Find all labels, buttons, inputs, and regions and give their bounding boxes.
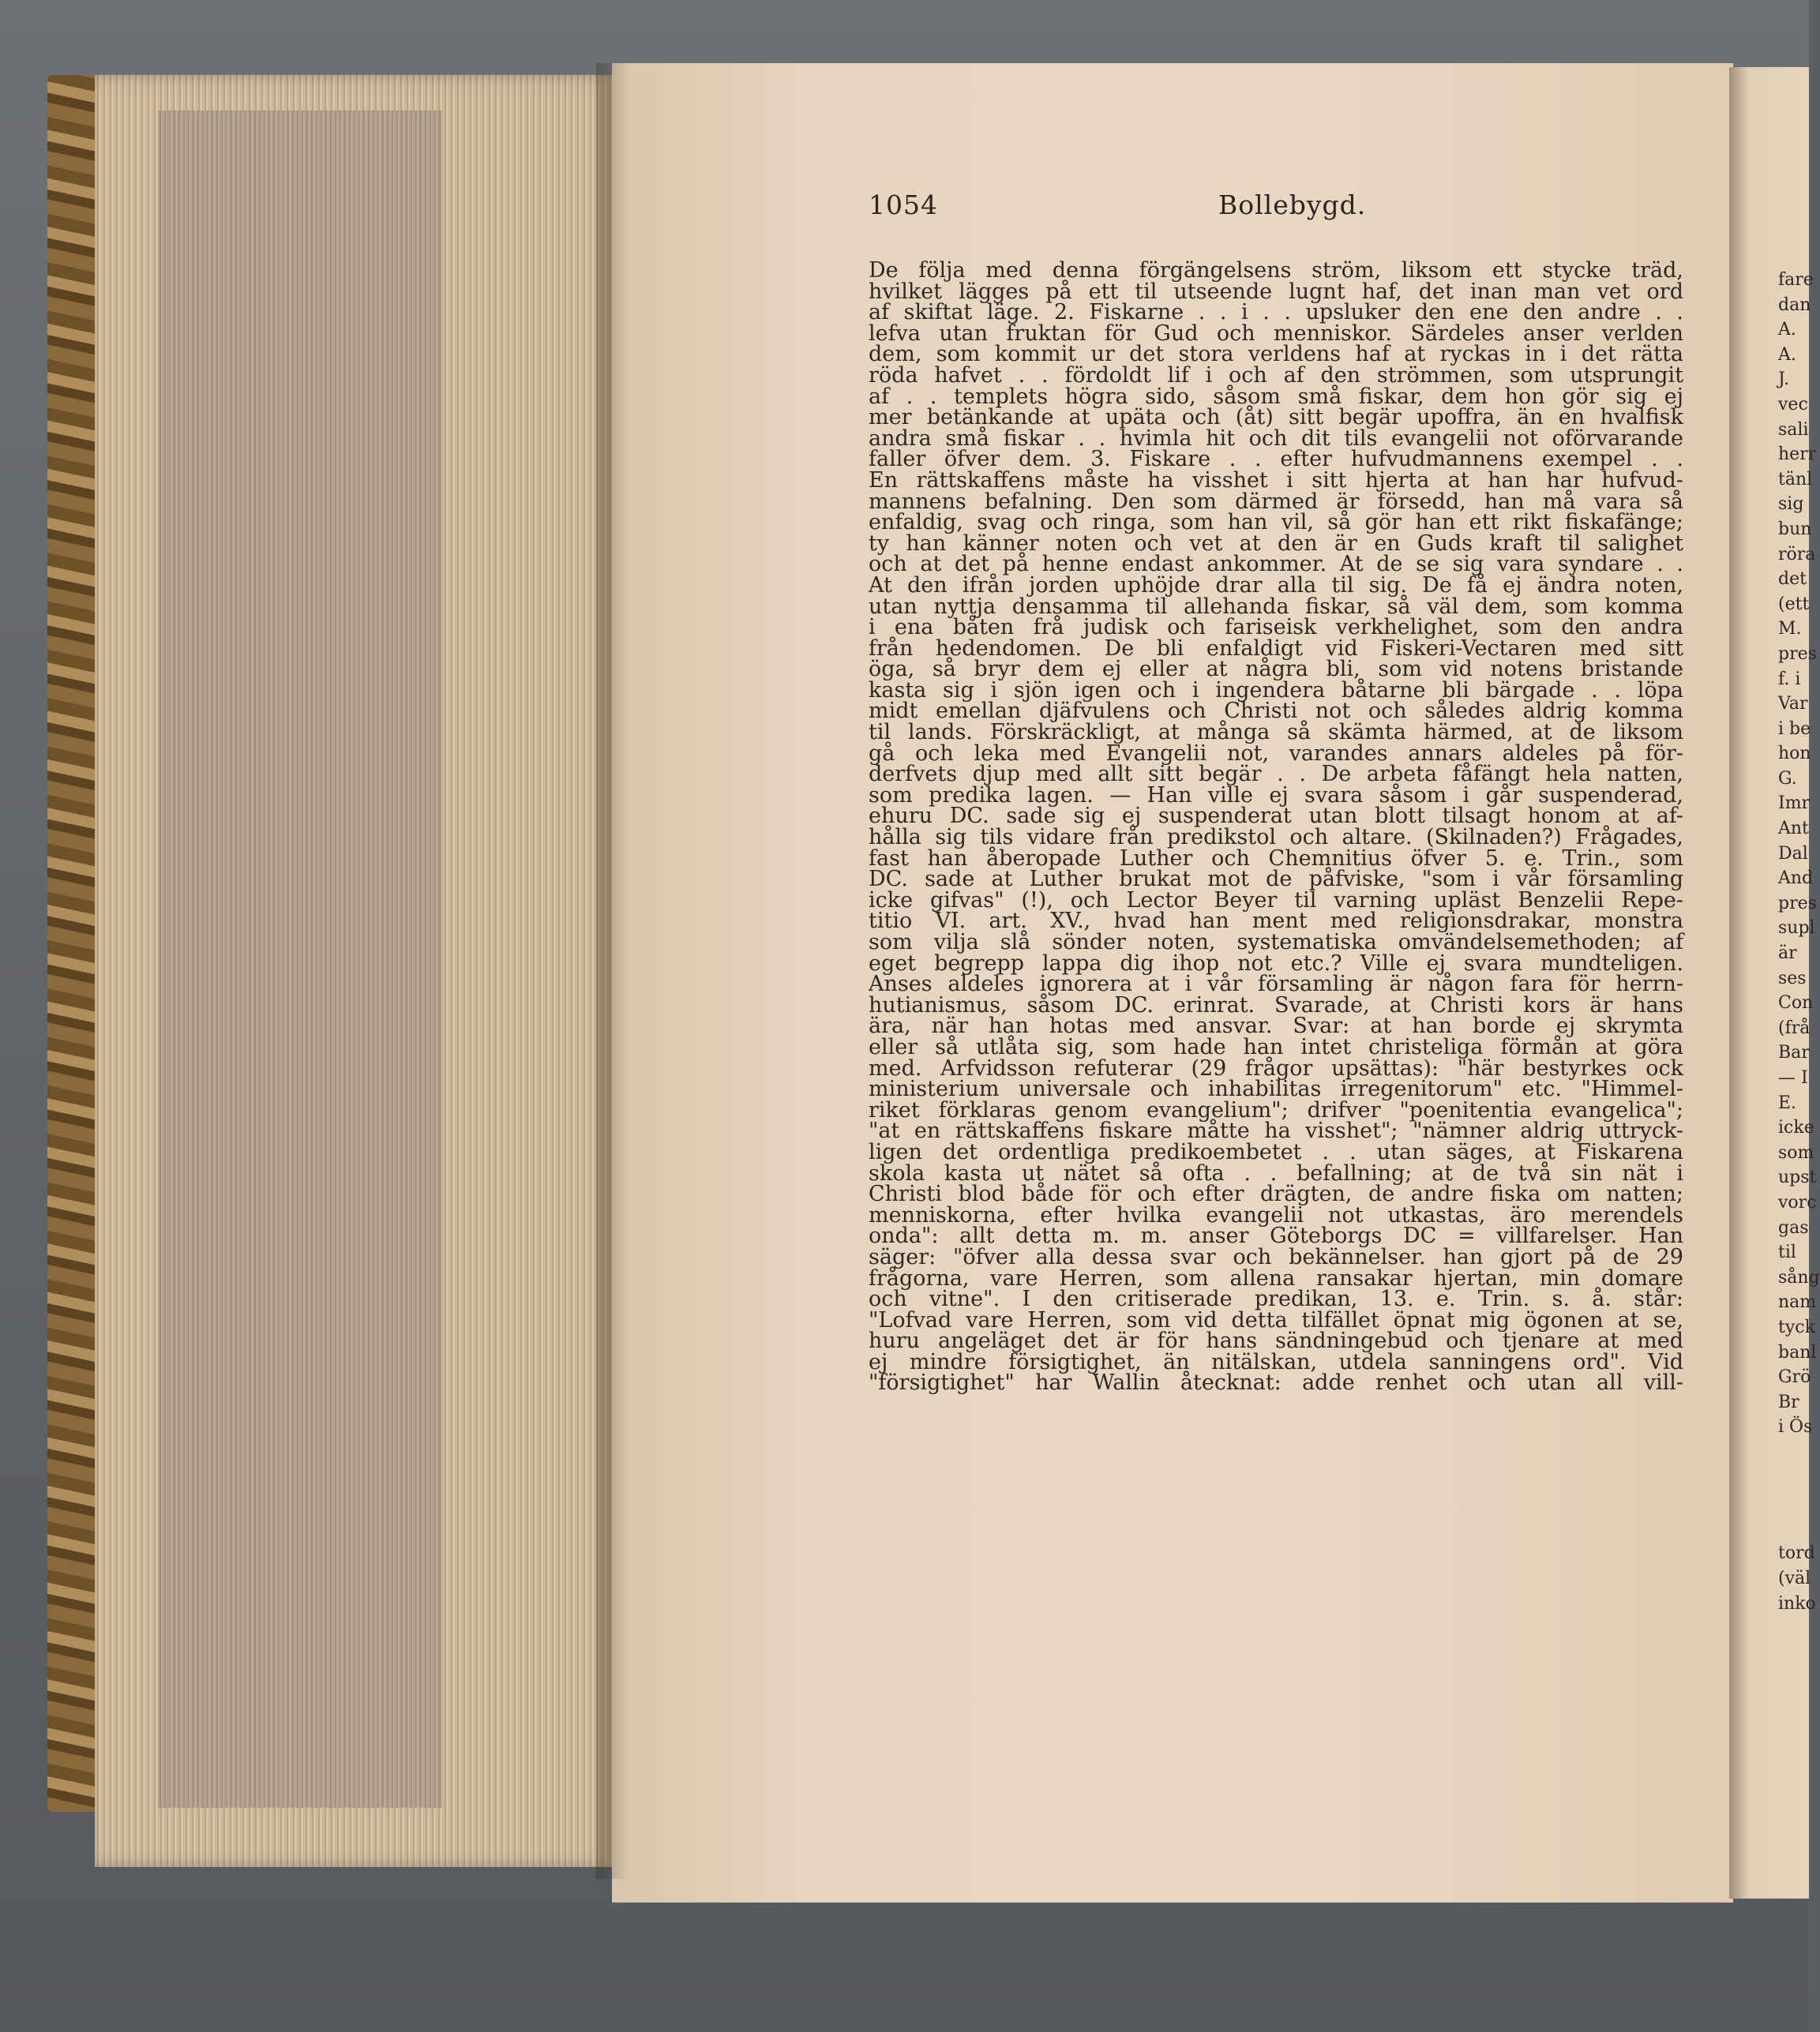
margin-fragment: fare bbox=[1778, 270, 1814, 290]
margin-fragment: A. bbox=[1778, 344, 1796, 365]
margin-fragment: E. bbox=[1778, 1093, 1797, 1113]
margin-fragment: G. bbox=[1778, 768, 1797, 789]
text-line: kasta sig i sjön igen och i ingendera båtarne bli bärgade . . löpa bbox=[869, 677, 1683, 703]
text-line: DC. sade at Luther brukat mot de påfviske, "som i vår församling bbox=[869, 867, 1683, 892]
text-line: ära, när han hotas med ansvar. Svar: at han borde ej skrymta bbox=[869, 1014, 1683, 1039]
text-line: enfaldig, svag och ringa, som han vil, så gör han ett rikt fiskafänge; bbox=[869, 510, 1683, 535]
text-line: eget begrepp lappa dig ihop not etc.? Ville ej svara mundteligen. bbox=[869, 950, 1683, 976]
margin-fragment: Var bbox=[1778, 694, 1808, 714]
text-line: hålla sig tils vidare från predikstol och altare. (Skilnaden?) Frågades, bbox=[869, 825, 1683, 850]
text-line: ministerium universale och inhabilitas irregenitorum" etc. "Himmel- bbox=[869, 1077, 1683, 1102]
margin-fragment: sång bbox=[1778, 1267, 1820, 1288]
book-gutter-shadow bbox=[596, 63, 628, 1879]
margin-fragment: til bbox=[1778, 1243, 1796, 1263]
margin-fragment: — I bbox=[1778, 1068, 1808, 1088]
margin-fragment: tord bbox=[1778, 1543, 1815, 1564]
text-line: menniskorna, efter hvilka evangelii not utkastas, äro merendels bbox=[869, 1202, 1683, 1228]
text-line: riket förklaras genom evangelium"; drifver "poenitentia evangelica"; bbox=[869, 1097, 1683, 1123]
text-line: röda hafvet . . fördoldt lif i och af den strömmen, som utsprungit bbox=[869, 362, 1683, 388]
text-line: utan nyttja densamma til allehanda fiskar, så väl dem, som komma bbox=[869, 594, 1683, 619]
margin-fragment: sali bbox=[1778, 419, 1809, 440]
text-line: hvilket lägges på ett til utseende lugnt haf, det inan man vet ord bbox=[869, 279, 1683, 304]
text-line: midt emellan djäfvulens och Christi not och således aldrig komma bbox=[869, 699, 1683, 724]
text-line: "Lofvad vare Herren, som vid detta tilfället öpnat mig ögonen at se, bbox=[869, 1307, 1683, 1333]
margin-fragment: J. bbox=[1778, 369, 1790, 390]
margin-fragment: i Ös bbox=[1778, 1417, 1813, 1438]
margin-fragment: bun bbox=[1778, 519, 1812, 539]
text-line: til lands. Förskräckligt, at många så skämta härmed, at de liksom bbox=[869, 720, 1683, 745]
margin-fragment: ses bbox=[1778, 968, 1807, 988]
margin-fragment: Ant bbox=[1778, 819, 1809, 839]
running-title: Bollebygd. bbox=[1218, 189, 1367, 220]
text-line: derfvets djup med allt sitt begär . . De arbeta fåfängt hela natten, bbox=[869, 762, 1683, 787]
margin-fragment: nam bbox=[1778, 1292, 1817, 1313]
margin-fragment: som bbox=[1778, 1142, 1814, 1163]
text-line: At den ifrån jorden uphöjde drar alla til sig. De få ej ändra noten, bbox=[869, 572, 1683, 598]
margin-fragment: herr bbox=[1778, 444, 1817, 465]
margin-fragment: Con bbox=[1778, 993, 1814, 1014]
text-line: ehuru DC. sade sig ej suspenderat utan blott tilsagt honom at af- bbox=[869, 804, 1683, 829]
text-line: af skiftat läge. 2. Fiskarne . . i . . upsluker den ene den andre . . bbox=[869, 300, 1683, 325]
text-line: som predika lagen. — Han ville ej svara såsom i går suspenderad, bbox=[869, 782, 1683, 808]
margin-fragment: dan bbox=[1778, 294, 1811, 315]
text-line: med. Arfvidsson refuterar (29 frågor upsättas): "här bestyrkes ock bbox=[869, 1055, 1683, 1081]
margin-fragment: banl bbox=[1778, 1342, 1817, 1363]
margin-fragment: And bbox=[1778, 868, 1814, 889]
text-line: titio VI. art. XV., hvad han ment med religionsdrakar, monstra bbox=[869, 909, 1683, 934]
text-line: "at en rättskaffens fiskare måtte ha visshet"; "nämner aldrig uttryck- bbox=[869, 1119, 1683, 1144]
text-line: eller så utlåta sig, som hade han intet christeliga förmån at göra bbox=[869, 1034, 1683, 1059]
text-line: skola kasta ut nätet så ofta . . befallning; at de två sin nät i bbox=[869, 1160, 1683, 1186]
text-line: icke gifvas" (!), och Lector Beyer til varning upläst Benzelii Repe- bbox=[869, 887, 1683, 913]
text-line: som vilja slå sönder noten, systematiska omvändelsemethoden; af bbox=[869, 930, 1683, 954]
margin-fragment: Grö bbox=[1778, 1367, 1811, 1388]
margin-fragment: tänl bbox=[1778, 469, 1813, 489]
margin-fragment: är bbox=[1778, 943, 1797, 964]
text-line: huru angeläget det är för hans sändningebud och tjenare at med bbox=[869, 1329, 1683, 1354]
text-line: ligen det ordentliga predikoembetet . . utan säges, at Fiskarena bbox=[869, 1139, 1683, 1164]
text-line: mannens befalning. Den som därmed är försedd, han må vara så bbox=[869, 489, 1683, 514]
margin-fragment: f. i bbox=[1778, 669, 1801, 689]
margin-fragment: icke bbox=[1778, 1118, 1814, 1138]
text-line: från hedendomen. De bli enfaldigt vid Fiskeri-Vectaren med sitt bbox=[869, 635, 1683, 661]
margin-fragment: gas bbox=[1778, 1217, 1809, 1238]
margin-fragment: (frå bbox=[1778, 1018, 1811, 1038]
margin-fragment: pres bbox=[1778, 893, 1817, 913]
margin-fragment: sig bbox=[1778, 494, 1804, 515]
margin-fragment: Bar bbox=[1778, 1043, 1810, 1063]
margin-fragment: A. bbox=[1778, 320, 1796, 340]
text-line: ty han känner noten och vet at den är en Guds kraft til salighet bbox=[869, 530, 1683, 556]
margin-fragment: det bbox=[1778, 569, 1807, 590]
facing-page-text-fragments bbox=[1778, 268, 1820, 1617]
text-line: mer betänkande at upäta och (åt) sitt begär upoffra, än en hvalfisk bbox=[869, 405, 1683, 430]
text-line: öga, så bryr dem ej eller at några bli, som vid notens bristande bbox=[869, 657, 1683, 682]
margin-fragment: supl bbox=[1778, 918, 1815, 939]
margin-fragment: inko bbox=[1778, 1593, 1816, 1614]
margin-fragment: Imr bbox=[1778, 793, 1811, 814]
text-line: De följa med denna förgängelsens ström, liksom ett stycke träd, bbox=[869, 258, 1683, 283]
margin-fragment: pres bbox=[1778, 643, 1817, 664]
margin-fragment: Dal bbox=[1778, 843, 1808, 864]
text-line: "försigtighet" har Wallin åtecknat: adde renhet och utan all vill- bbox=[869, 1370, 1683, 1396]
text-line: onda": allt detta m. m. anser Göteborgs DC = villfarelser. Han bbox=[869, 1224, 1683, 1249]
margin-fragment: upst bbox=[1778, 1168, 1817, 1188]
margin-fragment: vec bbox=[1778, 394, 1808, 414]
text-line: och at det på henne endast ankommer. At de se sig vara syndare . . bbox=[869, 552, 1683, 577]
text-line: En rättskaffens måste ha visshet i sitt hjerta at han har hufvud- bbox=[869, 467, 1683, 493]
text-line: Christi blod både för och efter drägten, de andre fiska om natten; bbox=[869, 1182, 1683, 1207]
text-line: och vitne". I den critiserade predikan, 13. e. Trin. s. å. står: bbox=[869, 1287, 1683, 1312]
margin-fragment: i be bbox=[1778, 718, 1811, 739]
text-line: ej mindre försigtighet, än nitälskan, utdela sanningens ord". Vid bbox=[869, 1349, 1683, 1374]
page-number: 1054 bbox=[869, 189, 938, 220]
text-line: dem, som kommit ur det stora verldens haf at ryckas in i det rätta bbox=[869, 342, 1683, 367]
text-line: Anses aldeles ignorera at i vår församling är någon fara för herrn- bbox=[869, 972, 1683, 997]
margin-fragment: hon bbox=[1778, 744, 1811, 764]
margin-fragment: (ett bbox=[1778, 594, 1810, 614]
text-line: fast han åberopade Luther och Chemnitius öfver 5. e. Trin., som bbox=[869, 845, 1683, 871]
text-line: frågorna, vare Herren, som allena ransakar hjertan, min domare bbox=[869, 1265, 1683, 1291]
margin-fragment: tyck bbox=[1778, 1317, 1815, 1337]
margin-fragment: M. bbox=[1778, 619, 1802, 639]
text-line: faller öfver dem. 3. Fiskare . . efter hufvudmannens exempel . . bbox=[869, 447, 1683, 472]
text-line: andra små fiskar . . hvimla hit och dit tils evangelii not oförvarande bbox=[869, 426, 1683, 451]
text-line: af . . templets högra sido, såsom små fiskar, dem hon gör sig ej bbox=[869, 384, 1683, 409]
book-page-block-shade bbox=[158, 111, 442, 1808]
text-line: säger: "öfver alla dessa svar och bekännelser. han gjort på de 29 bbox=[869, 1244, 1683, 1269]
margin-fragment: Br bbox=[1778, 1392, 1799, 1412]
page-body-text bbox=[869, 258, 1683, 1396]
text-line: i ena båten frå judisk och fariseisk verkhelighet, som den andra bbox=[869, 615, 1683, 640]
text-line: hutianismus, såsom DC. erinrat. Svarade, at Christi kors är hans bbox=[869, 992, 1683, 1018]
margin-fragment: vorc bbox=[1778, 1192, 1817, 1213]
text-line: lefva utan fruktan för Gud och menniskor. Särdeles anser verlden bbox=[869, 321, 1683, 346]
text-line: gå och leka med Evangelii not, varandes annars aldeles på för- bbox=[869, 740, 1683, 766]
margin-fragment: röra bbox=[1778, 544, 1816, 564]
margin-fragment: (väl bbox=[1778, 1568, 1811, 1588]
